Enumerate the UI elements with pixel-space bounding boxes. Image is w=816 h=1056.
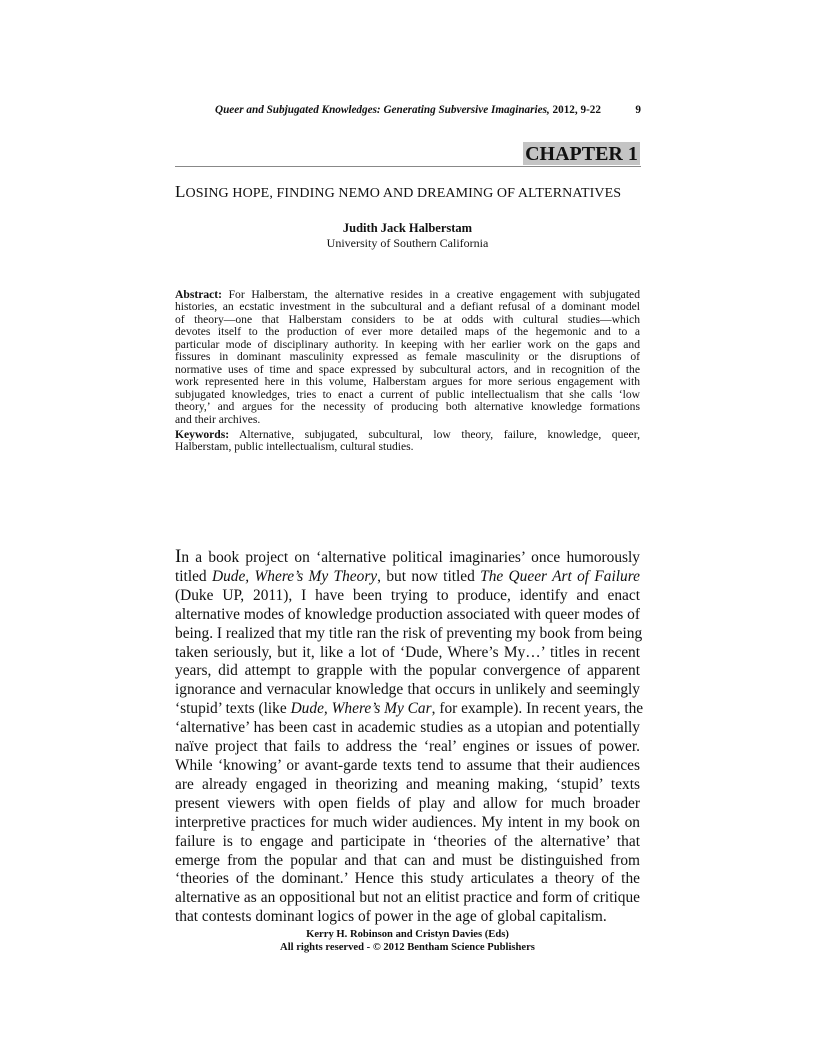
abstract-label: Abstract:: [175, 288, 223, 301]
body-line: [175, 852, 640, 871]
body-text: naïve project that fails to address the ‘real’ engines or issues of power.: [175, 738, 640, 756]
body-text: are already engaged in theorizing and meaning making, ‘stupid’ texts: [175, 775, 640, 793]
italic-title: Dude, Where’s My Theory: [211, 567, 378, 585]
footer-editors: Kerry H. Robinson and Cristyn Davies (Eds): [306, 929, 509, 940]
header-rule: [175, 166, 641, 167]
body-text: alternative as an oppositional but not an elitist practice and form of critique: [175, 889, 640, 907]
body-paragraph: [175, 546, 644, 927]
body-line: [175, 833, 640, 852]
body-text: that contests dominant logics of power in the age of global capitalism.: [175, 908, 607, 926]
italic-title: The Queer Art of Failure: [480, 567, 640, 585]
book-title: Queer and Subjugated Knowledges: Generating Subversive Imaginaries,: [215, 104, 550, 116]
abstract-line: subjugated knowledges, tries to enact a current of public intellectualism that she calls ‘low: [175, 387, 640, 401]
chapter-title-rest: OSING HOPE, FINDING NEMO AND DREAMING OF ALTERNATIVES: [185, 186, 622, 201]
body-text: (Duke UP, 2011), I have been trying to produce, identify and enact: [175, 586, 640, 604]
body-line: [175, 719, 640, 738]
body-text: years, did attempt to grapple with the popular convergence of apparent: [175, 662, 640, 680]
abstract-line: fissures in dominant masculinity expressed as female masculinity or the disruptions of: [175, 350, 640, 364]
body-line: [175, 908, 640, 927]
body-line: [175, 568, 640, 587]
body-text: being. I realized that my title ran the risk of preventing my book from being: [175, 624, 643, 642]
body-line: [175, 700, 644, 719]
body-text: interpretive practices for much wider audiences. My intent in my book on: [175, 813, 640, 831]
body-line: [175, 587, 640, 606]
page-number: 9: [635, 104, 641, 116]
abstract-line: histories, an ecstatic investment in the subcultural and a defiant refusal of a dominant model: [175, 300, 640, 314]
page-range: 2012, 9-22: [549, 104, 601, 116]
body-text: ‘stupid’ texts (like: [175, 700, 291, 718]
keywords: [175, 429, 640, 454]
body-line: [175, 757, 640, 776]
abstract: [175, 289, 640, 426]
body-line: [175, 548, 640, 568]
body-line: [175, 606, 640, 625]
body-line: [175, 681, 640, 700]
abstract-line: work represented here in this volume, Halberstam argues for more serious engagement with: [175, 375, 640, 389]
abstract-line: devotes itself to the production of ever more detailed maps of the hegemonic and to a: [175, 325, 640, 339]
body-text: ignorance and vernacular knowledge that occurs in unlikely and seemingly: [175, 681, 640, 699]
body-line: [175, 870, 640, 889]
author-affiliation: University of Southern California: [326, 236, 489, 250]
chapter-title-initial: L: [175, 182, 186, 201]
author-name: Judith Jack Halberstam: [342, 221, 473, 235]
chapter-title: [175, 182, 621, 202]
abstract-line: normative uses of time and space expressed by subcultural actors, and in recognition of the: [175, 362, 640, 376]
body-text: failure is to engage and participate in ‘theories of the alternative’ that: [175, 832, 640, 850]
abstract-line: of theory—one that Halberstam considers to be at odds with cultural studies—which: [175, 312, 640, 326]
body-line: [175, 738, 640, 757]
abstract-line: particular mode of disciplinary authority. In keeping with her earlier work on the gaps and: [175, 337, 640, 351]
body-line: [175, 795, 640, 814]
body-text: titled: [175, 567, 212, 585]
keywords-line: Halberstam, public intellectualism, cultural studies.: [175, 440, 414, 454]
body-line: [175, 776, 640, 795]
body-text: present viewers with open fields of play and allow for much broader: [175, 794, 640, 812]
body-line: [175, 814, 640, 833]
drop-initial: I: [175, 546, 182, 567]
body-text: ‘alternative’ has been cast in academic studies as a utopian and potentially: [175, 719, 640, 737]
body-line: [175, 662, 640, 681]
chapter-label: CHAPTER 1: [523, 142, 640, 165]
body-text: taken seriously, but it, like a lot of ‘Dude, Where’s My…’ titles in recent: [175, 643, 640, 661]
body-text: , but now titled: [377, 567, 481, 585]
running-head-title: [215, 104, 601, 116]
italic-title: Dude, Where’s My Car: [290, 700, 432, 718]
body-text: , for example). In recent years, the: [431, 700, 644, 718]
body-text: While ‘knowing’ or avant-garde texts tend to assume that their audiences: [175, 756, 640, 774]
body-line: [175, 644, 640, 663]
body-text: n a book project on ‘alternative political imaginaries’ once humorously: [181, 549, 640, 566]
keywords-label: Keywords:: [175, 428, 230, 441]
abstract-line: and their archives.: [175, 412, 261, 426]
body-line: [175, 624, 643, 644]
keywords-line: Keywords: Alternative, subjugated, subcultural, low theory, failure, knowledge, queer,: [175, 428, 640, 441]
body-line: [175, 889, 640, 908]
body-text: emerge from the popular and that can and must be distinguished from: [175, 851, 640, 869]
abstract-line: theory,’ and argues for the necessity of producing both alternative knowledge formations: [175, 400, 640, 414]
footer-rights: All rights reserved - © 2012 Bentham Science Publishers: [280, 942, 535, 953]
body-text: ‘theories of the dominant.’ Hence this study articulates a theory of the: [175, 870, 640, 888]
body-text: alternative modes of knowledge production associated with queer modes of: [175, 605, 640, 623]
abstract-line: Abstract: For Halberstam, the alternative resides in a creative engagement with subjugated: [175, 288, 640, 301]
